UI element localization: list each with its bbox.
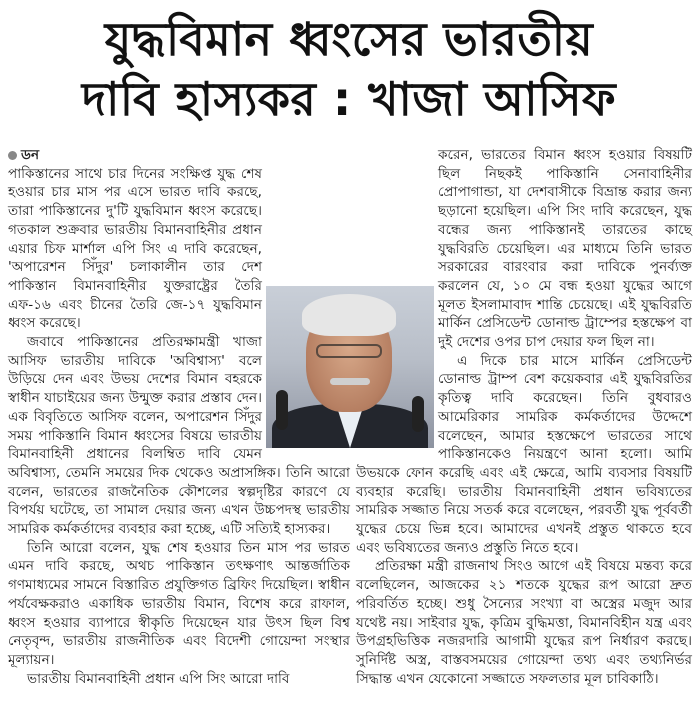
byline-source: ডন [21, 147, 40, 163]
headline-line-2: দাবি হাস্যকর : খাজা আসিফ [81, 72, 617, 126]
byline [8, 146, 350, 165]
photo-glasses [316, 344, 382, 358]
microphone-icon [276, 390, 288, 430]
photo-hair [302, 294, 396, 336]
article-paragraph: প্রতিরক্ষা মন্ত্রী রাজনাথ সিংও আগে এই বিষয়ে মন্তব্য করে বলেছিলেন, আজকের ২১ শতকে যুদ্ধের রূপ আরো দ্রুত পরিবর্তিত হচ্ছে। শুধু সৈন্যের সংখ্যা বা অস্ত্রের মজুদ আর যথেষ্ট নয়। সাইবার যুদ্ধ, কৃত্রিম বুদ্ধিমত্তা, বিমানবিহীন যন্ত্র এবং উপগ্রহভিত্তিক নজরদারি আগামী যুদ্ধের রূপ নির্ধারণ করছে। সুনির্দিষ্ট অস্ত্র, বাস্তবসময়ের গোয়েন্দা তথ্য এবং তথ্যনির্ভর সিদ্ধান্ত এখন যেকোনো সজ্জাতে সফলতার মূল চাবিকাঠি। [356, 558, 692, 687]
microphone-icon [412, 396, 424, 432]
article-paragraph: করেন, ভারতের বিমান ধ্বংস হওয়ার বিষয়টি ছিল নিছকই পাকিস্তানি সেনাবাহিনীর প্রোপাগান্ডা, যা দেশবাসীকে বিভ্রান্ত করার জন্য ছড়ানো হয়েছিল। এপি সিং দাবি করেছেন, যুদ্ধ বন্ধের জন্য পাকিস্তানই তারতের কাছে যুদ্ধবিরতি চেয়েছিল। এর মাধ্যমে তিনি ভারত সরকারের বারংবার করা দাবিকে পুনর্ব্যক্ত করলেন যে, ১০ মে বন্ধ হওয়া যুদ্ধের আগে মূলত ইসলামাবাদ শান্তি চেয়েছে। এই যুদ্ধবিরতি মার্কিন প্রেসিডেন্ট ডোনাল্ড ট্রাম্পের হস্তক্ষেপ বা দুই দেশের ওপর চাপ দেয়ার ফল ছিল না। [438, 147, 692, 351]
article-paragraph: তিনি আরো বলেন, যুদ্ধ শেষ হওয়ার তিন মাস পর ভারত এমন দাবি করছে, অথচ পাকিস্তান তৎক্ষণাৎ আন্তর্জাতিক গণমাধ্যমের সামনে বিস্তারিত প্রযুক্তিগত ব্রিফিং দিয়েছিল। স্বাধীন পর্যবেক্ষকরাও একাধিক ভারতীয় বিমান, বিশেষ করে রাফাল, ধ্বংস হওয়ার ব্যাপারে স্বীকৃতি দিয়েছেন যার উৎস ছিল বিশ্ব নেতৃবৃন্দ, ভারতীয় রাজনীতিক এবং বিদেশী গোয়েন্দা সংস্থার মূল্যায়ন। [8, 539, 350, 668]
article-paragraph: ভারতীয় বিমানবাহিনী প্রধান এপি সিং আরো দাবি [27, 670, 290, 687]
portrait-photo [266, 286, 434, 448]
headline-line-1: যুদ্ধবিমান ধ্বংসের ভারতীয় [104, 12, 594, 66]
bullet-icon [8, 151, 17, 160]
article-paragraph: পাকিস্তানের সাথে চার দিনের সংক্ষিপ্ত যুদ্ধ শেষ হওয়ার চার মাস পর এসে ভারত দাবি করছে, তারা পাকিস্তানের দু'টি যুদ্ধবিমান ধ্বংস করেছে। গতকাল শুক্রবার ভারতীয় বিমানবাহিনীর প্রধান এয়ার চিফ মার্শাল এপি সিং এ দাবি করেছেন, 'অপারেশন সিঁদুর' চলাকালীন তার দেশ পাকিস্তান বিমানবাহিনীর যুক্তরাষ্ট্রের তৈরি এফ-১৬ এবং চীনের তৈরি জে-১৭ যুদ্ধবিমান ধ্বংস করেছে। [8, 165, 262, 332]
article-paragraph: এ দিকে চার মাসে মার্কিন প্রেসিডেন্ট ডোনাল্ড ট্রাম্প বেশ কয়েকবার এই যুদ্ধবিরতির কৃতিত্ব দাবি করেছেন। তিনি বুধবারও আমেরিকার সামরিক কর্মকর্তাদের উদ্দেশে বলেছেন, আমার হস্তক্ষেপে ভারতের সাথে পাকিস্তানকেও নিয়ন্ত্রণে আনা হলো। আমি উভয়কে ফোন করেছি এবং এই ক্ষেত্রে, আমি ব্যবসার বিষয়টি ব্যবহার করেছি। ভারতীয় বিমানবাহিনী প্রধান ভবিষ্যতের সামরিক সজ্জাত নিয়ে সতর্ক করে বলেছেন, পরবর্তী যুদ্ধ পূর্ববর্তী যুদ্ধের চেয়ে ভিন্ন হবে। আমাদের এখনই প্রস্তুত থাকতে হবে এবং ভবিষ্যতের জন্যও প্রস্তুতি নিতে হবে। [356, 352, 692, 556]
photo-moustache [330, 378, 370, 385]
article-paragraph: জবাবে পাকিস্তানের প্রতিরক্ষামন্ত্রী খাজা আসিফ ভারতীয় দাবিকে 'অবিশ্বাস্য' বলে উড়িয়ে দেন এবং উভয় দেশের বিমান বহরকে স্বাধীন যাচাইয়ের জন্য উন্মুক্ত করার প্রস্তাব দেন। এক বিবৃতিতে আসিফ বলেন, অপারেশন সিঁদুর সময় পাকিস্তানি বিমান ধ্বংসের বিষয়ে ভারতীয় বিমানবাহিনী প্রধানের বিলম্বিত দাবি যেমন অবিশ্বাস্য, তেমনি সময়ের দিক থেকেও অপ্রাসঙ্গিক। তিনি আরো বলেন, ভারতের রাজনৈতিক কৌশলের স্বল্পদৃষ্টির কারণে যে বিপর্যয় ঘটেছে, তা সামাল দেয়ার জন্য এখন উচ্চপদস্থ ভারতীয় সামরিক কর্মকর্তাদের ব্যবহার করা হচ্ছে, এটি সত্যিই হাস্যকর। [8, 334, 350, 538]
